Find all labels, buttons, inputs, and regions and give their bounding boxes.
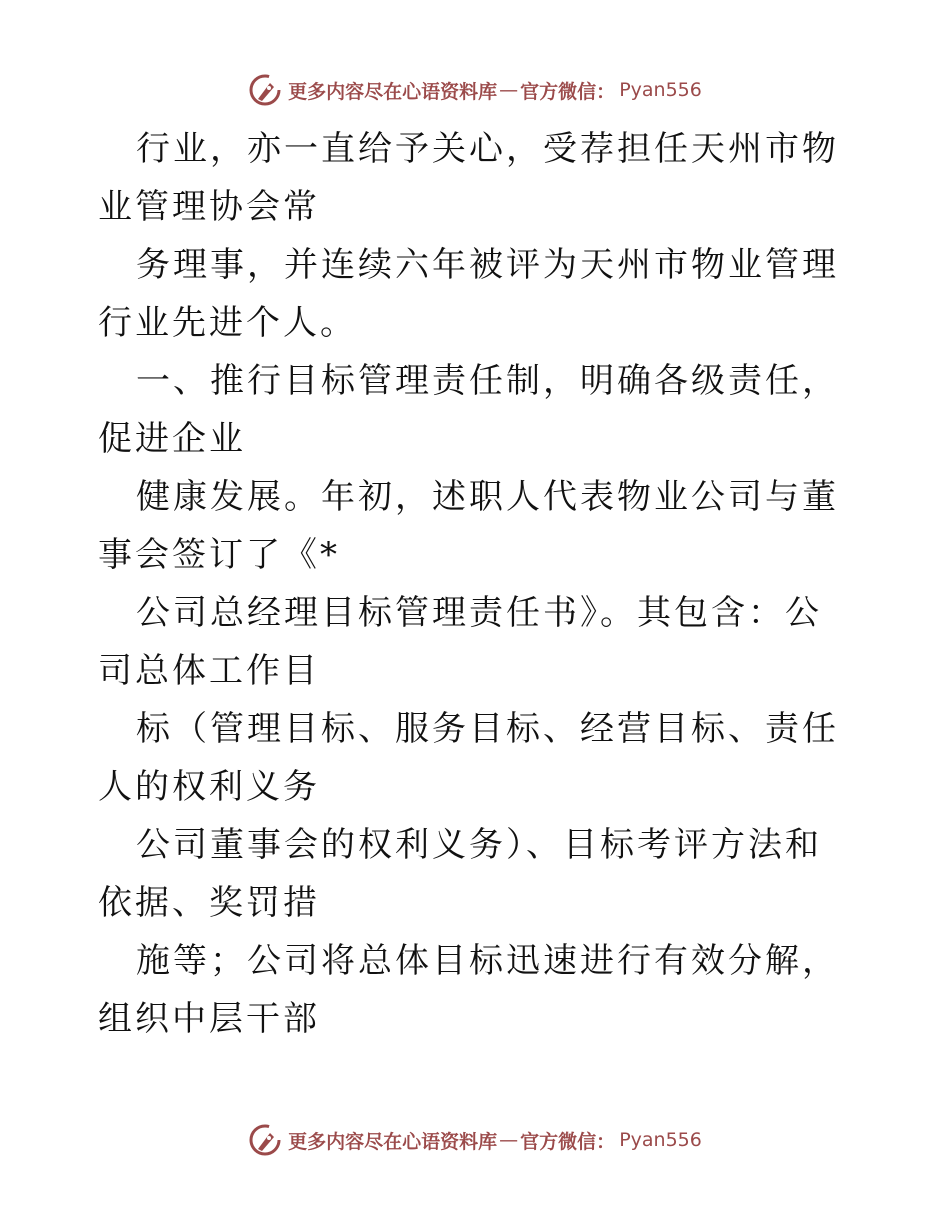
paragraph-6: 标（管理目标、服务目标、经营目标、责任人的权利义务 bbox=[98, 709, 839, 807]
paragraph-8: 施等；公司将总体目标迅速进行有效分解，组织中层干部 bbox=[98, 941, 839, 1039]
header-wechat-id: Pyan556 bbox=[619, 79, 702, 101]
header-separator: — bbox=[499, 79, 519, 101]
header-wechat-label: 官方微信： bbox=[520, 80, 616, 103]
footer-separator: — bbox=[499, 1129, 519, 1151]
paragraph-4: 健康发展。年初，述职人代表物业公司与董事会签订了《* bbox=[98, 477, 839, 575]
footer-wechat-id: Pyan556 bbox=[619, 1129, 702, 1151]
pen-nib-seal-icon bbox=[248, 73, 282, 107]
paragraph-3: 一、推行目标管理责任制，明确各级责任，促进企业 bbox=[98, 361, 839, 459]
footer-text: 更多内容尽在心语资料库 bbox=[288, 1130, 498, 1153]
footer-watermark bbox=[0, 1120, 950, 1160]
paragraph-2: 务理事，并连续六年被评为天州市物业管理行业先进个人。 bbox=[98, 245, 839, 343]
header-watermark bbox=[0, 70, 950, 110]
document-body bbox=[98, 120, 853, 1048]
paragraph-1: 行业，亦一直给予关心，受荐担任天州市物业管理协会常 bbox=[98, 129, 839, 227]
header-text: 更多内容尽在心语资料库 bbox=[288, 80, 498, 103]
pen-nib-seal-icon bbox=[248, 1123, 282, 1157]
footer-wechat-label: 官方微信： bbox=[520, 1130, 616, 1153]
paragraph-5: 公司总经理目标管理责任书》。其包含：公司总体工作目 bbox=[98, 593, 822, 691]
paragraph-7: 公司董事会的权利义务）、目标考评方法和依据、奖罚措 bbox=[98, 825, 822, 923]
